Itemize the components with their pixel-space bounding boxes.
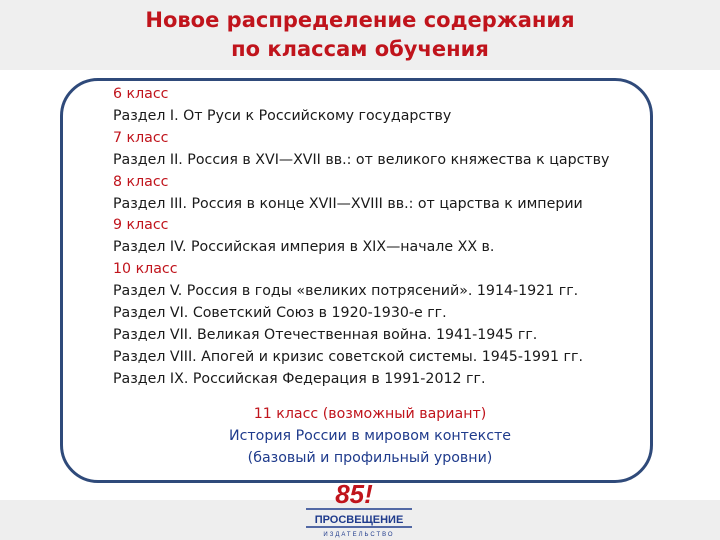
prosveshchenie-logo: [300, 478, 418, 538]
grade-11-label: 11 класс (возможный вариант): [253, 406, 487, 422]
grade-label: 6 класс: [113, 86, 169, 102]
section-line: Раздел IV. Российская империя в XIX—начале XX в.: [113, 239, 495, 256]
section-line: Раздел I. От Руси к Российскому государству: [113, 107, 452, 124]
section-line: Раздел V. Россия в годы «великих потрясений». 1914-1921 гг.: [113, 283, 579, 300]
logo-subtitle: ИЗДАТЕЛЬСТВО: [323, 532, 395, 538]
grade-label: 9 класс: [113, 217, 169, 234]
logo-name: ПРОСВЕЩЕНИЕ: [314, 514, 404, 526]
grade-11-block: [120, 404, 620, 470]
section-line: Раздел VI. Советский Союз в 1920-1930-е гг.: [113, 305, 447, 322]
logo-number: 85!: [335, 479, 373, 509]
section-line: Раздел III. Россия в конце XVII—XVIII вв.: от царства к империи: [113, 195, 583, 212]
section-line: Раздел II. Россия в XVI—XVII вв.: от великого княжества к царству: [113, 151, 610, 168]
title-line-2: по классам обучения: [231, 37, 489, 61]
section-line: Раздел VIII. Апогей и кризис советской системы. 1945-1991 гг.: [113, 348, 583, 365]
page-title: [0, 6, 720, 64]
section-line: Раздел IX. Российская Федерация в 1991-2012 гг.: [113, 370, 486, 387]
grade-label: 7 класс: [113, 129, 169, 146]
title-line-1: Новое распределение содержания: [145, 8, 575, 32]
grade-11-levels: (базовый и профильный уровни): [247, 449, 493, 466]
grade-11-course: История России в мировом контексте: [228, 427, 512, 444]
grade-label: 8 класс: [113, 173, 169, 190]
curriculum-list: [113, 84, 673, 391]
grade-label: 10 класс: [113, 261, 178, 278]
section-line: Раздел VII. Великая Отечественная война. 1941-1945 гг.: [113, 326, 538, 343]
